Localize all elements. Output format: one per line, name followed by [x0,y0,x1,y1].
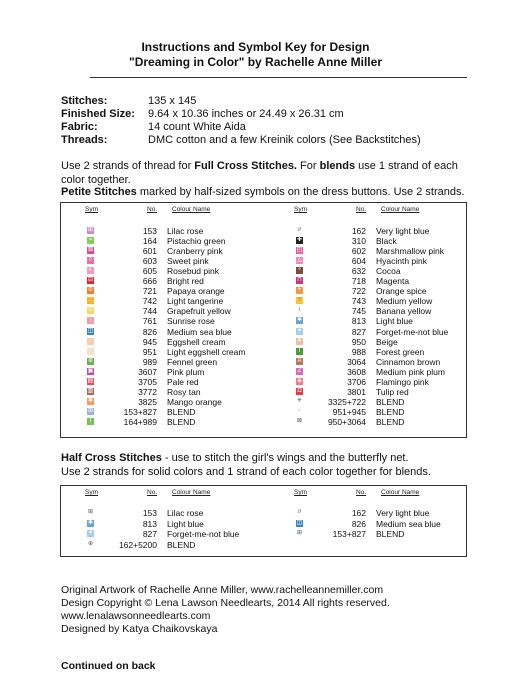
floss-number: 827 [142,529,157,539]
stitch-symbol-icon: ✶ [296,327,303,334]
colour-name: BLEND [167,539,196,550]
stitch-symbol-icon: ✕ [296,337,303,344]
key-row [61,296,251,306]
colour-name: Papaya orange [167,286,225,297]
colour-name: Forget-me-not blue [376,326,449,337]
colour-name: Sweet pink [167,256,209,267]
sym-header: Sym [85,206,98,213]
key-row [61,256,251,266]
text: marked by half-sized symbols on the dress buttons. Use 2 strands. [136,186,465,198]
half-cross-instructions [61,451,409,465]
title-divider [90,77,467,78]
colour-name: Pistachio green [167,236,226,247]
full-cross-key-table [60,202,467,438]
floss-number: 601 [142,246,157,257]
sym-header: Sym [85,489,98,496]
stitch-symbol-icon: ✶ [87,530,94,536]
floss-number: 742 [142,296,157,307]
stitch-symbol-icon: ✱ [87,519,94,526]
key-row [270,529,460,539]
stitch-symbol-icon: :: [88,297,93,304]
blends-term: blends [319,160,356,172]
stitch-symbol-icon: ▤ [87,377,94,384]
floss-number: 162 [351,508,366,518]
floss-number: 743 [351,296,366,307]
spec-label: Fabric: [61,121,98,133]
floss-number: 826 [351,518,366,529]
floss-number: 813 [351,316,366,327]
colour-name-header: Colour Name [381,206,420,213]
key-row [61,387,251,397]
stitch-symbol-icon: △ [297,257,302,264]
full-cross-instructions [61,159,481,187]
colour-name: Lilac rose [167,508,204,518]
half-cross-strands: Use 2 strands for solid colors and 1 strand of each color together for blends. [61,466,431,478]
stitch-symbol-icon: ◌ [88,337,93,344]
floss-number: 3607 [138,366,157,377]
stitch-symbol-icon: ✱ [87,397,94,404]
colour-name: Forest green [376,346,425,357]
key-row [61,246,251,256]
colour-name: Fennel green [167,356,218,367]
text: For [297,160,320,172]
key-row [61,337,251,347]
colour-name: Medium sea blue [376,518,441,529]
floss-number: 951+945 [332,406,366,417]
sym-header: Sym [294,206,307,213]
colour-name: Marshmallow pink [376,246,445,257]
colour-name: Lilac rose [167,226,204,236]
colour-name: Hyacinth pink [376,256,428,267]
floss-number: 3608 [347,366,366,377]
colour-name: Light eggshell cream [167,346,246,357]
colour-name: Orange spice [376,286,427,297]
colour-name: BLEND [376,406,405,417]
floss-number: 602 [351,246,366,257]
petite-term: Petite Stitches [61,186,137,198]
floss-number: 666 [142,276,157,287]
spec-label: Finished Size: [61,108,135,120]
floss-number: 603 [142,256,157,267]
design-title: "Dreaming in Color" by Rachelle Anne Miller [129,55,382,69]
key-row [270,256,460,266]
key-row [270,276,460,286]
colour-name-header: Colour Name [172,206,211,213]
floss-number: 153+827 [332,529,366,539]
stitch-symbol-icon: T [88,417,93,424]
text: use 1 strand of each color together. [61,160,458,186]
stitch-symbol-icon: ⊟ [87,277,94,284]
key-row [270,508,460,518]
spec-stitches [61,95,196,107]
colour-name: Rosy tan [167,386,201,397]
colour-name: Banana yellow [376,306,432,317]
floss-number: 164+989 [123,416,157,427]
stitch-symbol-icon: ✚ [296,237,303,244]
key-row [61,327,251,337]
colour-name: Flamingo pink [376,376,429,387]
floss-number: 950+3064 [327,416,366,427]
stitch-symbol-icon: ✳ [296,397,303,404]
floss-number: 162+5200 [118,539,157,550]
key-row [61,276,251,286]
key-row [61,236,251,246]
colour-name-header: Colour Name [172,489,211,496]
key-row [270,397,460,407]
colour-name: Beige [376,336,398,347]
colour-name: Black [376,236,397,247]
spec-fabric [61,121,246,133]
key-row [61,407,251,417]
floss-number: 3325+722 [327,396,366,407]
key-row [61,306,251,316]
colour-name: Tulip red [376,386,409,397]
spec-value: 9.64 x 10.36 inches or 24.49 x 26.31 cm [148,108,344,120]
number-header: No. [147,489,158,496]
number-header: No. [356,489,367,496]
key-row [270,286,460,296]
number-header: No. [147,206,158,213]
stitch-symbol-icon: ⊘ [87,287,94,294]
text: - use to stitch the girl's wings and the butterfly net. [161,452,409,464]
floss-number: 604 [351,256,366,267]
colour-name: BLEND [376,396,405,407]
stitch-symbol-icon: ⊞ [87,509,94,515]
floss-number: 605 [142,266,157,277]
floss-number: 813 [142,518,157,529]
stitch-symbol-icon: A [297,357,302,364]
key-row [61,286,251,296]
colour-name-header: Colour Name [381,489,420,496]
full-cross-term: Full Cross Stitches. [194,160,297,172]
key-row [61,266,251,276]
text: Use 2 strands of thread for [61,160,195,172]
footer-artwork: Original Artwork of Rachelle Anne Miller, www.rachelleannemiller.com [61,584,384,596]
stitch-symbol-icon: // [297,227,302,233]
floss-number: 164 [142,236,157,247]
colour-name: Cocoa [376,266,401,277]
stitch-symbol-icon: ◊ [87,257,94,264]
floss-number: 989 [142,356,157,367]
floss-number: 945 [142,336,157,347]
key-row [270,327,460,337]
floss-number: 310 [351,236,366,247]
key-row [270,266,460,276]
stitch-symbol-icon: ⊞ [87,227,94,233]
stitch-symbol-icon: ◦ [296,408,303,415]
floss-number: 951 [142,346,157,357]
colour-name: Bright red [167,276,204,287]
key-row [61,226,251,236]
spec-label: Stitches: [61,95,108,107]
stitch-symbol-icon: ◘ [297,387,302,394]
spec-label: Threads: [61,134,108,146]
colour-name: Cranberry pink [167,246,223,257]
stitch-symbol-icon: ✱ [296,317,303,324]
key-row [270,417,460,427]
stitch-symbol-icon: ⊠ [87,247,94,254]
key-row [270,316,460,326]
stitch-symbol-icon: // [297,509,302,515]
spec-value: DMC cotton and a few Kreinik colors (See Backstitches) [148,134,421,146]
floss-number: 153 [142,226,157,236]
floss-number: 826 [142,326,157,337]
colour-name: Grapefruit yellow [167,306,231,317]
key-row [61,377,251,387]
key-row [61,529,251,539]
key-row [61,367,251,377]
floss-number: 153+827 [123,406,157,417]
stitch-symbol-icon: Z [297,367,302,374]
stitch-symbol-icon: ◰ [296,247,303,254]
sym-header: Sym [294,489,307,496]
key-row [61,397,251,407]
floss-number: 722 [351,286,366,297]
stitch-symbol-icon: + [297,287,302,294]
stitch-symbol-icon: / [296,307,303,314]
stitch-symbol-icon: ▣ [87,367,94,374]
key-row [270,387,460,397]
colour-name: Eggshell cream [167,336,226,347]
colour-name: Forget-me-not blue [167,529,240,539]
key-row [270,306,460,316]
floss-number: 3801 [347,386,366,397]
stitch-symbol-icon: · [87,348,94,355]
key-row [61,540,251,550]
key-row [270,407,460,417]
floss-number: 761 [142,316,157,327]
floss-number: 745 [351,306,366,317]
colour-name: BLEND [376,416,405,427]
stitch-symbol-icon: ◐ [88,267,93,274]
half-cross-term: Half Cross Stitches [61,452,162,464]
stitch-symbol-icon: ◫ [87,327,94,334]
key-row [270,296,460,306]
floss-number: 721 [142,286,157,297]
floss-number: 3064 [347,356,366,367]
footer-copyright: Design Copyright © Lena Lawson Needlearts, 2014 All rights reserved. [61,597,390,609]
spec-finished-size [61,108,344,120]
spec-value: 14 count White Aida [148,121,246,133]
colour-name: Medium pink plum [376,366,445,377]
colour-name: Magenta [376,276,410,287]
document-title: Instructions and Symbol Key for Design [141,40,370,54]
key-row [270,226,460,236]
continued-note: Continued on back [61,660,156,672]
key-row [270,337,460,347]
floss-number: 3772 [138,386,157,397]
spec-value: 135 x 145 [148,95,197,107]
key-row [61,347,251,357]
colour-name: Very light blue [376,226,430,236]
stitch-symbol-icon: ⊓ [297,277,302,284]
floss-number: 162 [351,226,366,236]
colour-name: Cinnamon brown [376,356,441,367]
spec-threads [61,134,421,146]
half-cross-key-table [60,485,467,557]
colour-name: Sunrise rose [167,316,215,327]
stitch-symbol-icon: T [297,347,302,354]
floss-number: 153 [142,508,157,518]
stitch-symbol-icon: Y [297,297,302,304]
floss-number: 632 [351,266,366,277]
stitch-symbol-icon: = [88,237,93,244]
stitch-symbol-icon: ⋮ [87,317,94,324]
stitch-symbol-icon: ◈ [297,377,302,384]
colour-name: BLEND [167,406,196,417]
key-row [270,519,460,529]
colour-name: Medium sea blue [167,326,232,337]
colour-name: Light blue [376,316,413,327]
key-row [61,417,251,427]
colour-name: Light tangerine [167,296,224,307]
floss-number: 827 [351,326,366,337]
floss-number: 3825 [138,396,157,407]
floss-number: 3706 [347,376,366,387]
stitch-symbol-icon: ♆ [297,267,302,274]
floss-number: 744 [142,306,157,317]
key-row [270,367,460,377]
stitch-symbol-icon: ⊙ [87,307,94,314]
stitch-symbol-icon: ▥ [87,387,94,394]
stitch-symbol-icon: ⊞ [87,407,94,414]
key-row [270,347,460,357]
stitch-symbol-icon: ⊕ [87,540,94,547]
key-row [270,377,460,387]
footer-designer: Designed by Katya Chaikovskaya [61,623,218,635]
key-row [61,508,251,518]
key-row [270,357,460,367]
key-row [61,357,251,367]
key-row [270,236,460,246]
floss-number: 950 [351,336,366,347]
colour-name: Pink plum [167,366,205,377]
stitch-symbol-icon: ⊠ [296,417,303,424]
colour-name: Light blue [167,518,204,529]
key-row [270,246,460,256]
floss-number: 718 [351,276,366,287]
floss-number: 3705 [138,376,157,387]
colour-name: Rosebud pink [167,266,219,277]
number-header: No. [356,206,367,213]
colour-name: Medium yellow [376,296,433,307]
colour-name: Very light blue [376,508,430,518]
colour-name: Pale red [167,376,199,387]
footer-website: www.lenalawsonneedlearts.com [61,610,211,622]
key-row [61,316,251,326]
stitch-symbol-icon: ⊞ [296,530,303,536]
colour-name: BLEND [376,529,405,539]
stitch-symbol-icon: ◫ [296,519,303,526]
petite-stitch-instructions [61,185,481,199]
colour-name: BLEND [167,416,196,427]
stitch-symbol-icon: ⊕ [87,357,94,364]
colour-name: Mango orange [167,396,222,407]
floss-number: 988 [351,346,366,357]
key-row [61,519,251,529]
